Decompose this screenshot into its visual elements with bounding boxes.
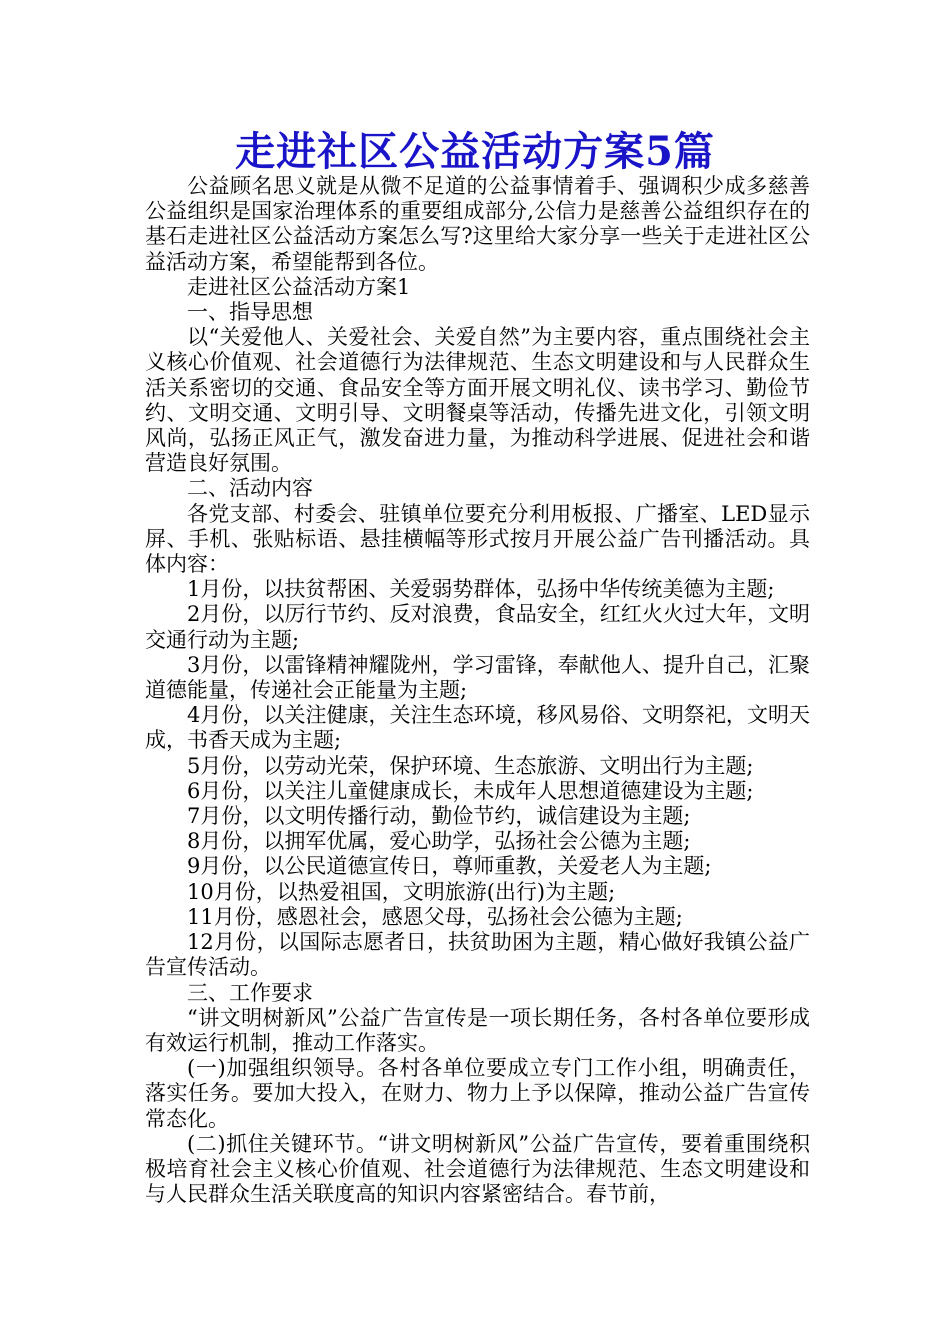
intro-paragraph: 公益顾名思义就是从微不足道的公益事情着手、强调积少成多慈善公益组织是国家治理体系的重要组成部分,公信力是慈善公益组织存在的基石走进社区公益活动方案怎么写?这里给大家分享一些关于走进社区公益活动方案，希望能帮到各位。 (145, 174, 810, 274)
section-heading: 一、指导思想 (187, 300, 313, 325)
body-paragraph: (二)抓住关键环节。“讲文明树新风”公益广告宣传，要着重围绕积极培育社会主义核心价值观、社会道德行为法律规范、生态文明建设和与人民群众生活关联度高的知识内容紧密结合。春节前， (145, 1131, 810, 1207)
body-paragraph: “讲文明树新风”公益广告宣传是一项长期任务，各村各单位要形成有效运行机制，推动工作落实。 (145, 1005, 810, 1055)
month-item: 5月份，以劳动光荣，保护环境、生态旅游、文明出行为主题; (187, 753, 754, 778)
month-item: 12月份，以国际志愿者日，扶贫助困为主题，精心做好我镇公益广告宣传活动。 (145, 930, 810, 980)
body-paragraph: (一)加强组织领导。各村各单位要成立专门工作小组，明确责任，落实任务。要加大投入，在财力、物力上予以保障，推动公益广告宣传常态化。 (145, 1056, 810, 1131)
document-body (145, 174, 810, 1207)
section-heading: 二、活动内容 (187, 476, 313, 501)
body-paragraph: 各党支部、村委会、驻镇单位要充分利用板报、广播室、LED显示屏、手机、张贴标语、悬挂横幅等形式按月开展公益广告刊播活动。具体内容： (145, 501, 810, 577)
month-item: 8月份，以拥军优属，爱心助学，弘扬社会公德为主题; (187, 829, 691, 854)
document-title: 走进社区公益活动方案5篇 (235, 128, 715, 175)
month-item: 9月份，以公民道德宣传日，尊师重教，关爱老人为主题; (187, 854, 712, 879)
body-paragraph: 以“关爱他人、关爱社会、关爱自然”为主要内容，重点围绕社会主义核心价值观、社会道德行为法律规范、生态文明建设和与人民群众生活关系密切的交通、食品安全等方面开展文明礼仪、读书学习、勤俭节约、文明交通、文明引导、文明餐桌等活动，传播先进文化，引领文明风尚，弘扬正风正气，激发奋进力量，为推动科学进展、促进社会和谐营造良好氛围。 (145, 325, 810, 476)
month-item: 2月份，以厉行节约、反对浪费，食品安全，红红火火过大年，文明交通行动为主题; (145, 602, 810, 652)
month-item: 3月份，以雷锋精神耀陇州，学习雷锋，奉献他人、提升自己，汇聚道德能量，传递社会正能量为主题; (145, 652, 810, 703)
month-item: 10月份，以热爱祖国，文明旅游(出行)为主题; (187, 879, 616, 904)
month-item: 7月份，以文明传播行动，勤俭节约，诚信建设为主题; (187, 804, 691, 829)
month-item: 4月份，以关注健康，关注生态环境，移风易俗、文明祭祀，文明天成，书香天成为主题; (145, 703, 810, 753)
month-item: 6月份，以关注儿童健康成长，未成年人思想道德建设为主题; (187, 778, 754, 803)
month-item: 11月份，感恩社会，感恩父母，弘扬社会公德为主题; (187, 904, 683, 929)
section-heading: 走进社区公益活动方案1 (187, 274, 411, 299)
month-item: 1月份，以扶贫帮困、关爱弱势群体，弘扬中华传统美德为主题; (187, 577, 775, 602)
section-heading: 三、工作要求 (187, 980, 313, 1005)
